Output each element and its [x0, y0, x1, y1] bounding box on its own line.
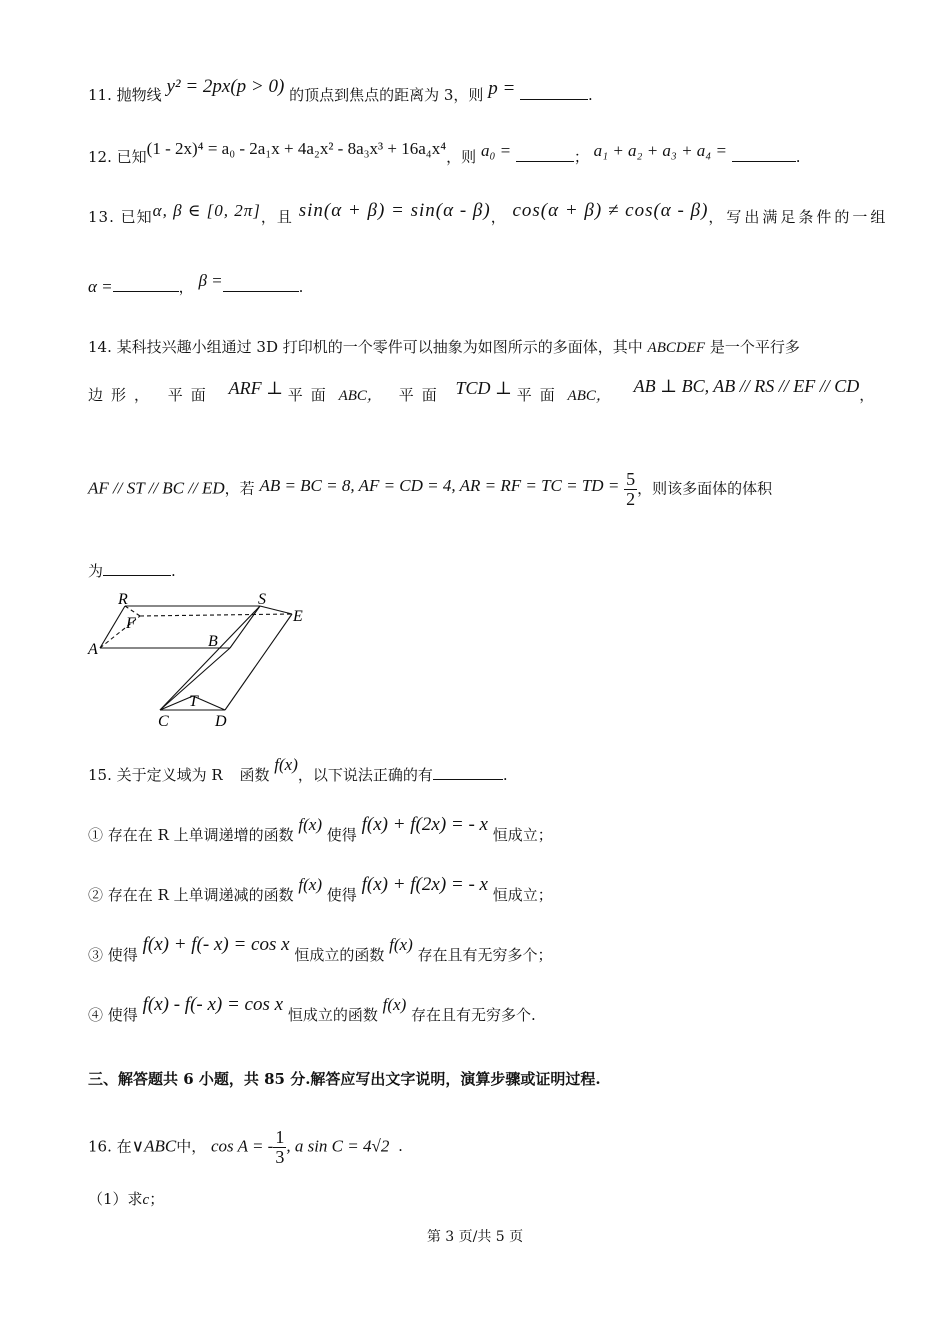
edge-F-E [140, 614, 292, 616]
q15-fx: f(x) [274, 755, 298, 774]
q13-tail: ，写出满足条件的一组 [708, 208, 889, 226]
q15-item-1-fx: f(x) [298, 815, 323, 834]
q11-text-mid: 的顶点到焦点的距离为 3，则 [289, 86, 484, 104]
q15-item-1-eq: f(x) + f(2x) = - x [361, 814, 488, 835]
q13-text-pre: 已知 [120, 208, 153, 226]
q16-number: 16. [88, 1137, 112, 1156]
q14-bian: 边形， [88, 386, 158, 404]
label-C: C [158, 713, 169, 730]
q14-tcd: TCD ⊥ [455, 378, 512, 398]
q14-answer-blank [103, 561, 171, 576]
q15-item-3-fx: f(x) [389, 935, 413, 954]
edge-A-R [100, 606, 125, 648]
question-16 [88, 1128, 403, 1167]
question-13-answers: α = ， β = . [88, 271, 304, 296]
q15-item-2-text-a: 存在在 R 上单调递减的函数 [107, 886, 294, 904]
label-T: T [189, 693, 198, 710]
q16-cos: cos A = - [211, 1136, 274, 1156]
q15-item-3-text-a: 使得 [107, 946, 138, 964]
question-15 [88, 755, 508, 785]
q16-text-pre: 在 [116, 1137, 132, 1156]
q15-item-4-fx: f(x) [382, 995, 407, 1014]
q14-abc-2: ABC， [567, 388, 611, 404]
q14-abc-1: ABC， [338, 388, 382, 404]
q14-pingmian-1: 平面 [167, 386, 214, 404]
edge-E-D [225, 614, 292, 710]
label-B: B [208, 633, 218, 650]
q12-ask1: a₀ = [480, 141, 512, 160]
q14-lengths: AB = BC = 8, AF = CD = 4, AR = RF = TC = TD = [259, 476, 620, 496]
q14-tail: ，则该多面体的体积 [637, 479, 773, 498]
q16-frac-num: 1 [275, 1127, 285, 1147]
q15-item-1-mark: ① [88, 826, 104, 844]
q16-part1-end: ； [149, 1190, 165, 1208]
label-A: A [88, 641, 98, 658]
q15-item-4-text-a: 使得 [107, 1006, 138, 1024]
q14-wei: 为 [88, 562, 104, 580]
q13-comma: ， [490, 208, 507, 226]
q14-end: . [171, 562, 176, 580]
q14-pingmian-4: 平面 [516, 386, 563, 404]
q15-end: . [502, 766, 508, 784]
q15-item-2 [88, 874, 553, 906]
edge-S-C [160, 606, 260, 710]
q14-number: 14. [88, 338, 112, 356]
edge-S-B [230, 606, 260, 648]
q13-and: ，且 [260, 208, 293, 226]
q15-item-2-mark: ② [88, 886, 104, 904]
q13-cond1: α, β ∈ [0, 2π] [152, 201, 261, 220]
q14-ruo: ，若 [224, 479, 255, 498]
question-14-line1 [88, 336, 800, 357]
q11-ask: p = [488, 78, 516, 99]
q15-tail: ，以下说法正确的有 [297, 766, 433, 784]
q12-sep: ，则 [446, 148, 477, 166]
q13-end: . [298, 278, 304, 296]
q11-number: 11. [88, 86, 112, 104]
q16-part1-var: c [142, 1192, 150, 1208]
q16-frac-den: 3 [275, 1146, 285, 1167]
q15-item-3-mark: ③ [88, 946, 104, 964]
q16-fraction [273, 1128, 286, 1167]
q11-answer-blank [520, 85, 588, 100]
q15-item-4-mark: ④ [88, 1006, 104, 1024]
q16-triangle: ∨ABC [131, 1136, 177, 1156]
q12-text-pre: 已知 [116, 148, 147, 166]
label-R: R [118, 591, 128, 608]
q14-line1: 某科技兴趣小组通过 3D 打印机的一个零件可以抽象为如图所示的多面体，其中 [116, 338, 643, 356]
q13-number: 13. [88, 208, 115, 226]
q14-fraction [624, 470, 637, 509]
label-D: D [215, 713, 227, 730]
q16-end: . [398, 1137, 403, 1156]
question-14-line3 [88, 470, 772, 509]
question-12 [88, 139, 801, 167]
q15-item-2-text-b: 使得 [326, 886, 357, 904]
q15-item-4 [88, 994, 536, 1026]
q15-item-3-text-b: 恒成立的函数 [294, 946, 385, 964]
q13-beta: β = [198, 271, 223, 290]
q15-item-2-eq: f(x) + f(2x) = - x [361, 874, 488, 895]
q14-frac-den: 2 [626, 488, 636, 509]
q14-pingmian-3: 平面 [398, 386, 445, 404]
q14-relation-2: AF // ST // BC // ED [88, 478, 225, 498]
q15-item-4-text-b: 恒成立的函数 [287, 1006, 378, 1024]
label-E: E [293, 608, 303, 625]
q11-formula: y² = 2px(p > 0) [166, 76, 285, 97]
q11-text-pre: 抛物线 [116, 86, 162, 104]
q12-blank-1 [516, 147, 574, 162]
page-footer: 第 3 页/共 5 页 [426, 1229, 524, 1245]
q12-blank-2 [732, 147, 796, 162]
question-14-line4 [88, 560, 176, 581]
q15-item-3-eq: f(x) + f(- x) = cos x [142, 934, 290, 955]
label-F: F [126, 615, 136, 632]
q15-number: 15. [88, 766, 112, 784]
q15-text-pre: 关于定义域为 R [116, 766, 223, 784]
q14-abcdef: ABCDEF [647, 340, 706, 356]
q12-formula: (1 - 2x)⁴ = a₀ - 2a₁x + 4a₂x² - 8a₃x³ + 16a₄x⁴ [146, 139, 447, 158]
q13-blank-beta [223, 277, 299, 292]
q15-item-3-text-c: 存在且有无穷多个； [417, 946, 553, 964]
section-3-heading: 三、解答题共 6 小题，共 85 分.解答应写出文字说明，演算步骤或证明过程. [88, 1070, 601, 1088]
question-13 [88, 200, 889, 228]
q15-item-2-fx: f(x) [298, 875, 323, 894]
q13-cond2: sin(α + β) = sin(α - β) [298, 200, 491, 221]
q13-blank-alpha [113, 277, 179, 292]
question-14-line2: 边形， 平面 ARF ⊥ 平面 ABC， 平面 TCD ⊥ 平面 ABC， AB ⊥ BC, AB // RS // EF // CD， [88, 376, 875, 404]
q14-pingmian-2: 平面 [287, 386, 334, 404]
polyhedron-figure [80, 588, 330, 733]
q16-rest: , a sin C = 4√2 [286, 1136, 390, 1156]
q15-item-2-text-c: 恒成立； [492, 886, 553, 904]
q12-end: . [795, 148, 801, 166]
q15-item-1 [88, 814, 553, 846]
q12-semi: ； [573, 148, 589, 166]
q15-item-1-text-a: 存在在 R 上单调递增的函数 [107, 826, 294, 844]
q14-frac-num: 5 [626, 469, 636, 489]
question-16-part-1 [88, 1188, 164, 1209]
q12-ask2: a₁ + a₂ + a₃ + a₄ = [593, 141, 727, 160]
q12-number: 12. [88, 148, 112, 166]
q15-item-4-eq: f(x) - f(- x) = cos x [142, 994, 284, 1015]
q16-part1-label: （1）求 [88, 1190, 143, 1208]
q14-line1b: 是一个平行多 [709, 338, 800, 356]
q16-text-mid: 中， [176, 1137, 207, 1156]
q15-func-word: 函数 [239, 766, 270, 784]
label-S: S [258, 591, 266, 608]
q15-item-1-text-c: 恒成立； [492, 826, 553, 844]
q14-relation-1: AB ⊥ BC, AB // RS // EF // CD [633, 376, 860, 396]
question-11 [88, 76, 593, 106]
q14-arf: ARF ⊥ [228, 378, 284, 398]
q15-item-3 [88, 934, 553, 966]
q15-item-1-text-b: 使得 [326, 826, 357, 844]
q11-end: . [588, 86, 593, 104]
q13-alpha: α = [88, 277, 113, 296]
q15-answer-blank [433, 765, 503, 780]
q13-cond3: cos(α + β) ≠ cos(α - β) [512, 200, 709, 221]
q15-item-4-text-c: 存在且有无穷多个. [411, 1006, 536, 1024]
